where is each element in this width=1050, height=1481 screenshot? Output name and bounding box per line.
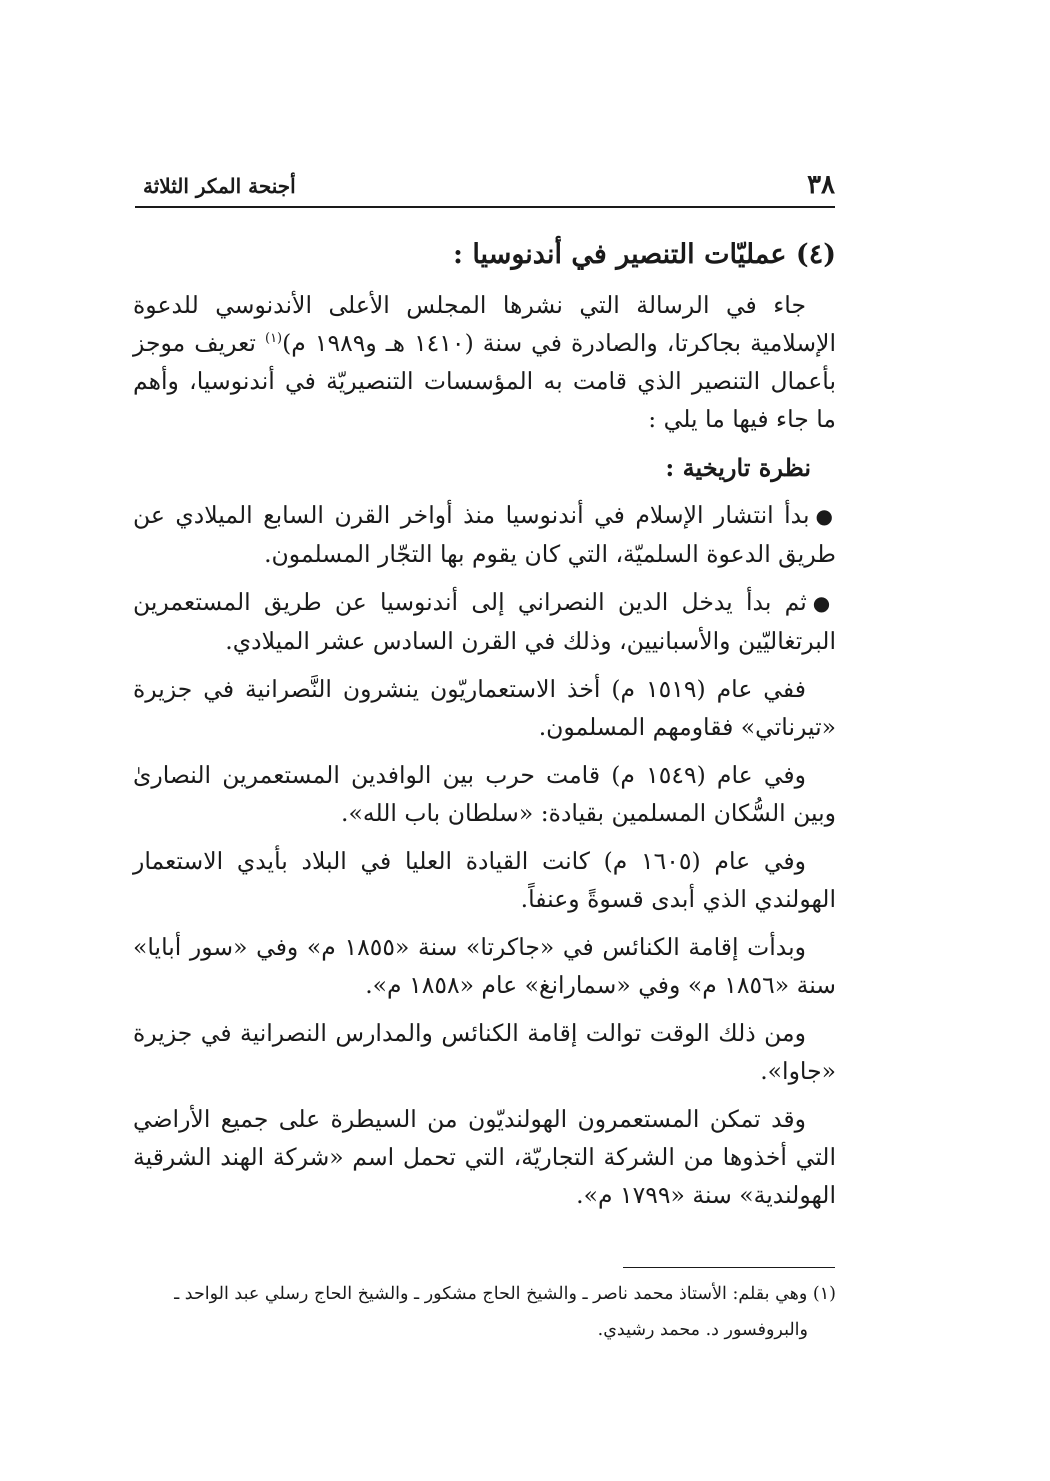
footnote: [133, 1276, 836, 1348]
intro-text-cont: تعريف موجز بأعمال التنصير الذي قامت به المؤسسات التنصيريّة في أندنوسيا، وأهم ما جاء فيها ما يلي :: [133, 329, 836, 433]
page-number: ٣٨: [807, 170, 835, 200]
paragraph-java: ومن ذلك الوقت توالت إقامة الكنائس والمدارس النصرانية في جزيرة «جاوا».: [133, 1019, 836, 1085]
bullet-paragraph-2: [133, 583, 836, 660]
paragraph-1605: وفي عام (١٦٠٥ م) كانت القيادة العليا في البلاد بأيدي الاستعمار الهولندي الذي أبدى قسوةً وعنفاً.: [133, 847, 836, 913]
bullet-text-1: بدأ انتشار الإسلام في أندنوسيا منذ أواخر القرن السابع الميلادي عن طريق الدعوة السلميّة، التي كان يقوم بها التجّار المسلمون.: [133, 501, 836, 568]
footnote-separator: [623, 1267, 835, 1268]
intro-paragraph: [133, 286, 836, 438]
paragraph-dutch: وقد تمكن المستعمرون الهولنديّون من السيطرة على جميع الأراضي التي أخذوها من الشركة التجاريّة، التي تحمل اسم «شركة الهند الشرقية الهولندية» سنة «١٧٩٩ م».: [133, 1105, 836, 1209]
bullet-text-2: ثم بدأ يدخل الدين النصراني إلى أندنوسيا عن طريق المستعمرين البرتغاليّين والأسبانيين، وذلك في القرن السادس عشر الميلادي.: [133, 588, 836, 655]
paragraph-1549: وفي عام (١٥٤٩ م) قامت حرب بين الوافدين المستعمرين النصارىٰ وبين السُّكان المسلمين بقيادة: «سلطان باب الله».: [133, 761, 836, 827]
paragraph-churches: وبدأت إقامة الكنائس في «جاكرتا» سنة «١٨٥٥ م» وفي «سور أبايا» سنة «١٨٥٦ م» وفي «سمارانغ» عام «١٨٥٨ م».: [133, 933, 836, 999]
footnote-ref: (١): [264, 331, 283, 347]
footnote-line-2: والبروفسور د. محمد رشيدي.: [597, 1320, 808, 1340]
bullet-icon: ●: [812, 591, 836, 615]
bullet-icon: ●: [815, 504, 837, 528]
footnote-line-1: (١) وهي بقلم: الأستاذ محمد ناصر ـ والشيخ الحاج مشكور ـ والشيخ الحاج رسلي عبد الواحد ـ: [174, 1284, 836, 1304]
main-text: [133, 232, 836, 1224]
section-heading: (٤) عمليّات التنصير في أندنوسيا :: [452, 239, 836, 270]
subheading-historical-view: نظرة تاريخية :: [665, 453, 811, 482]
paragraph-1519: ففي عام (١٥١٩ م) أخذ الاستعماريّون ينشرون النَّصرانية في جزيرة «تيرناتي» فقاومهم المسلمون.: [133, 675, 836, 741]
header-rule: [135, 206, 835, 208]
page-header: [135, 166, 835, 206]
intro-text: جاء في الرسالة التي نشرها المجلس الأعلى الأندنوسي للدعوة الإسلامية بجاكرتا، والصادرة في سنة (١٤١٠ هـ و١٩٨٩ م): [133, 291, 836, 357]
running-title: أجنحة المكر الثلاثة: [143, 174, 296, 198]
bullet-paragraph-1: [133, 496, 836, 573]
